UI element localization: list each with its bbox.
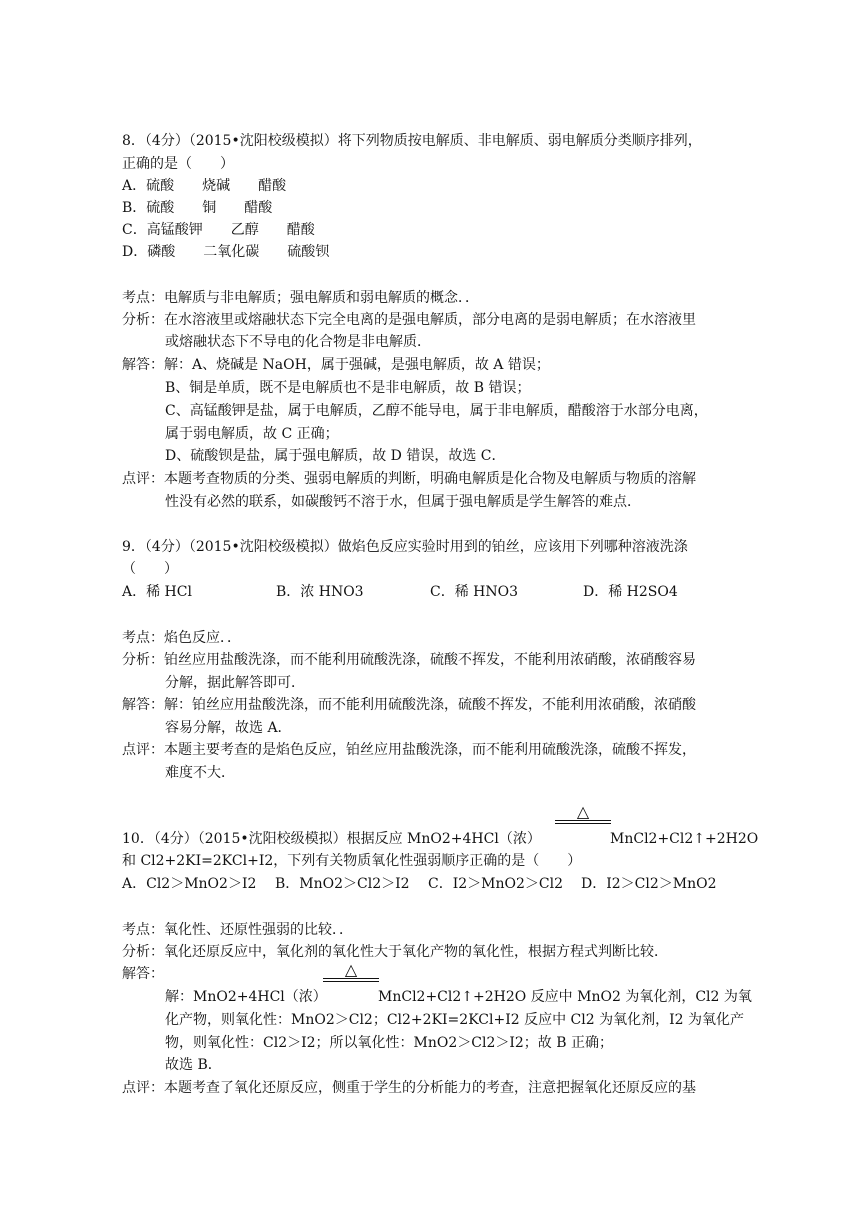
option-item: 硫酸钡: [287, 244, 330, 260]
option-label: D．: [122, 244, 148, 260]
q9-dianping-line1: 点评：本题主要考查的是焰色反应，铂丝应用盐酸洗涤，而不能利用硫酸洗涤，硫酸不挥发，: [122, 742, 696, 758]
q8-stem-line1: 8．（4分）（2015•沈阳校级模拟）将下列物质按电解质、非电解质、弱电解质分类顺序排列，: [122, 133, 702, 149]
q8-option-a: [122, 176, 286, 196]
q10-option-c: C．I2＞MnO2＞Cl2: [428, 876, 563, 892]
q8-fenxi-line1: 分析：在水溶液里或熔融状态下完全电离的是强电解质，部分电离的是弱电解质；在水溶液里: [122, 312, 696, 328]
q9-stem-line2: （ ）: [122, 561, 178, 577]
q8-fenxi-line2: 或熔融状态下不导电的化合物是非电解质．: [165, 334, 431, 350]
q9-kaodian: 考点：焰色反应．．: [122, 630, 241, 646]
option-item: 磷酸: [147, 244, 176, 260]
q8-dianping-line2: 性没有必然的联系，如碳酸钙不溶于水，但属于强电解质是学生解答的难点．: [165, 494, 641, 510]
q9-option-d: D．稀 H2SO4: [583, 584, 678, 600]
q10-stem-line1b: MnCl2+Cl2↑+2H2O: [610, 831, 759, 847]
q10-option-a: A．Cl2＞MnO2＞I2: [122, 876, 257, 892]
option-label: B．: [122, 200, 147, 216]
reaction-arrow-bar-top-2: [323, 978, 379, 979]
q10-stem-line2: 和 Cl2+2KI=2KCl+I2，下列有关物质氧化性强弱顺序正确的是（ ）: [122, 853, 582, 869]
q9-jieda-line1: 解答：解：铂丝应用盐酸洗涤，而不能利用硫酸洗涤，硫酸不挥发，不能利用浓硝酸，浓硝酸: [122, 697, 696, 713]
q10-jieda-label: 解答：: [122, 966, 164, 982]
q9-fenxi-line1: 分析：铂丝应用盐酸洗涤，而不能利用硫酸洗涤，硫酸不挥发，不能利用浓硝酸，浓硝酸容易: [122, 652, 696, 668]
q8-stem-line2: 正确的是（ ）: [122, 156, 234, 172]
q9-option-a: A．稀 HCl: [122, 584, 192, 600]
heating-triangle-symbol-2: △: [344, 960, 358, 979]
option-item: 二氧化碳: [203, 244, 260, 260]
q10-option-b: B．MnO2＞Cl2＞I2: [275, 876, 410, 892]
option-label: A．: [122, 178, 147, 194]
heating-triangle-symbol: △: [576, 802, 590, 821]
q9-stem-line1: 9．（4分）（2015•沈阳校级模拟）做焰色反应实验时用到的铂丝，应该用下列哪种溶液洗涤: [122, 539, 688, 555]
q9-option-b: B．浓 HNO3: [276, 584, 364, 600]
option-item: 醋酸: [258, 178, 287, 194]
q10-jieda-line1a: 解：MnO2+4HCl（浓）: [165, 989, 327, 1005]
option-item: 硫酸: [146, 178, 175, 194]
q10-stem-line1a: 10．（4分）（2015•沈阳校级模拟）根据反应 MnO2+4HCl（浓）: [122, 831, 541, 847]
option-item: 醋酸: [286, 222, 315, 238]
option-item: 烧碱: [202, 178, 231, 194]
option-label: C．: [122, 222, 147, 238]
option-item: 乙醇: [230, 222, 259, 238]
q10-kaodian: 考点：氧化性、还原性强弱的比较．．: [122, 922, 353, 938]
q10-jieda-line2: 化产物，则氧化性：MnO2＞Cl2；Cl2+2KI=2KCl+I2 反应中 Cl2 为氧化剂，I2 为氧化产: [165, 1012, 744, 1028]
q9-option-c: C．稀 HNO3: [430, 584, 519, 600]
q10-dianping-line1: 点评：本题考查了氧化还原反应，侧重于学生的分析能力的考查，注意把握氧化还原反应的基: [122, 1080, 696, 1096]
q10-option-d: D．I2＞Cl2＞MnO2: [581, 876, 717, 892]
q9-dianping-line2: 难度不大．: [165, 765, 235, 781]
q8-jieda-line1: 解答：解：A、烧碱是 NaOH，属于强碱，是强电解质，故 A 错误；: [122, 357, 550, 373]
q8-option-d: [122, 242, 329, 262]
q9-jieda-line2: 容易分解，故选 A．: [165, 720, 292, 736]
q8-kaodian: 考点：电解质与非电解质；强电解质和弱电解质的概念．．: [122, 290, 479, 306]
q9-fenxi-line2: 分解，据此解答即可．: [165, 675, 305, 691]
q8-dianping-line1: 点评：本题考查物质的分类、强弱电解质的判断，明确电解质是化合物及电解质与物质的溶解: [122, 471, 696, 487]
reaction-arrow-bar-bottom-2: [323, 981, 379, 982]
reaction-arrow-bar-bottom: [555, 823, 611, 824]
option-item: 铜: [202, 200, 217, 216]
option-item: 醋酸: [244, 200, 273, 216]
q10-fenxi: 分析：氧化还原反应中，氧化剂的氧化性大于氧化产物的氧化性，根据方程式判断比较．: [122, 944, 668, 960]
q10-jieda-line3: 物，则氧化性：Cl2＞I2；所以氧化性：MnO2＞Cl2＞I2；故 B 正确；: [165, 1035, 613, 1051]
option-item: 硫酸: [146, 200, 175, 216]
q8-jieda-line3: C、高锰酸钾是盐，属于电解质，乙醇不能导电，属于非电解质，醋酸溶于水部分电离，: [165, 403, 708, 419]
q8-option-b: [122, 198, 272, 218]
q8-jieda-line5: D、硫酸钡是盐，属于强电解质，故 D 错误，故选 C．: [165, 448, 506, 464]
q8-jieda-line4: 属于弱电解质，故 C 正确；: [165, 426, 339, 442]
option-item: 高锰酸钾: [146, 222, 203, 238]
q10-jieda-line1b: MnCl2+Cl2↑+2H2O 反应中 MnO2 为氧化剂，Cl2 为氧: [378, 989, 752, 1005]
q8-option-c: [122, 220, 315, 240]
q10-jieda-line4: 故选 B．: [165, 1057, 222, 1073]
reaction-arrow-bar-top: [555, 820, 611, 821]
q8-jieda-line2: B、铜是单质，既不是电解质也不是非电解质，故 B 错误；: [165, 380, 531, 396]
